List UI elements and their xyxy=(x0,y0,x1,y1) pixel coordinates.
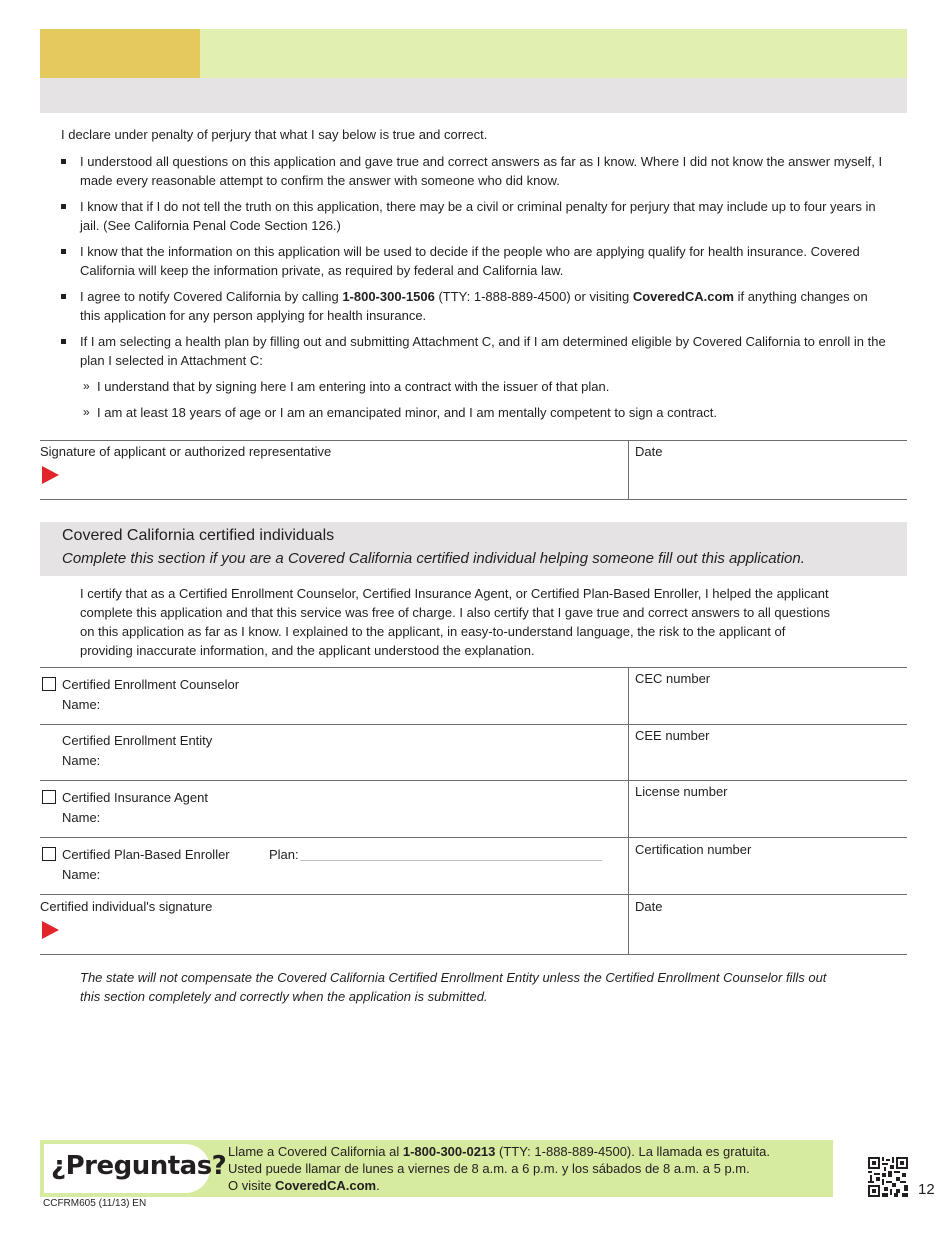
chevron-double-right-icon: » xyxy=(83,405,90,419)
entity-name-field[interactable] xyxy=(105,749,605,773)
certified-signature-field[interactable] xyxy=(40,915,628,953)
applicant-signature-label: Signature of applicant or authorized representative xyxy=(40,444,332,459)
agent-checkbox[interactable] xyxy=(42,790,56,804)
header-grey-band xyxy=(40,78,907,113)
website-link: CoveredCA.com xyxy=(632,289,734,304)
plan-field[interactable] xyxy=(300,860,602,861)
license-number-label: License number xyxy=(635,784,728,799)
applicant-date-label: Date xyxy=(635,444,663,459)
declaration-list xyxy=(61,152,891,429)
chevron-double-right-icon: » xyxy=(83,379,90,393)
list-item: I understood all questions on this application and gave true and correct answers as far as I know. Where I did not know the answer myself, I made every reasonable attempt to confirm the answer with someone who did know. xyxy=(61,152,891,190)
counselor-label: Certified Enrollment Counselor xyxy=(62,677,240,692)
counselor-name-label: Name: xyxy=(62,697,101,712)
footer-website-link: CoveredCA.com xyxy=(274,1178,377,1193)
divider xyxy=(40,837,907,838)
bullet-square-icon xyxy=(61,159,66,164)
footer-phone-number: 1-800-300-0213 xyxy=(402,1144,496,1159)
certified-section-title: Covered California certified individuals xyxy=(62,527,335,544)
declaration-intro: I declare under penalty of perjury that what I say below is true and correct. xyxy=(61,127,488,142)
certification-number-label: Certification number xyxy=(635,842,752,857)
certified-section-subtitle: Complete this section if you are a Covered California certified individual helping someone fill out this application. xyxy=(62,550,805,567)
enroller-name-field[interactable] xyxy=(105,864,605,888)
divider xyxy=(40,499,907,500)
bullet-square-icon xyxy=(61,249,66,254)
entity-name-label: Name: xyxy=(62,753,101,768)
page-number: 12 xyxy=(918,1181,935,1198)
header-green-band xyxy=(200,29,907,78)
certification-number-field[interactable] xyxy=(629,859,907,893)
bullet-square-icon xyxy=(61,339,66,344)
list-item: I know that the information on this application will be used to decide if the people who are applying qualify for health insurance. Covered California will keep the information private, as required by federal and California law. xyxy=(61,242,891,280)
divider xyxy=(40,780,907,781)
form-id: CCFRM605 (11/13) EN xyxy=(43,1198,147,1209)
header-gold-block xyxy=(40,29,200,78)
cee-number-label: CEE number xyxy=(635,728,710,743)
compensation-note: The state will not compensate the Covered California Certified Enrollment Entity unless the Certified Enrollment Counselor fills out this section completely and correctly when the application is submitted. xyxy=(80,970,827,1004)
divider xyxy=(40,954,907,955)
bullet-square-icon xyxy=(61,294,66,299)
sub-list-item: » I am at least 18 years of age or I am an emancipated minor, and I am mentally competent to sign a contract. xyxy=(83,405,717,420)
plan-label: Plan: xyxy=(269,847,299,862)
certified-signature-label: Certified individual's signature xyxy=(40,899,213,914)
qr-code-icon xyxy=(868,1157,908,1197)
divider xyxy=(40,724,907,725)
counselor-name-field[interactable] xyxy=(105,693,605,717)
applicant-date-field[interactable] xyxy=(629,460,907,499)
enroller-label: Certified Plan-Based Enroller xyxy=(62,847,230,862)
divider xyxy=(40,667,907,668)
agent-label: Certified Insurance Agent xyxy=(62,790,208,805)
preguntas-heading: ¿Preguntas? xyxy=(51,1151,227,1181)
certified-date-label: Date xyxy=(635,899,663,914)
bullet-square-icon xyxy=(61,204,66,209)
divider xyxy=(40,440,907,441)
list-item: I know that if I do not tell the truth on this application, there may be a civil or criminal penalty for perjury that may include up to four years in jail. (See California Penal Code Section 126.) xyxy=(61,197,891,235)
list-item: I agree to notify Covered California by calling 1-800-300-1506 (TTY: 1-888-889-4500) or visiting CoveredCA.com if anything changes on this application for any person applying for health insurance. xyxy=(61,287,891,325)
agent-name-label: Name: xyxy=(62,810,101,825)
entity-label: Certified Enrollment Entity xyxy=(62,733,213,748)
sub-list-item: » I understand that by signing here I am entering into a contract with the issuer of that plan. xyxy=(83,379,610,394)
cee-number-field[interactable] xyxy=(629,745,907,779)
certification-statement: I certify that as a Certified Enrollment Counselor, Certified Insurance Agent, or Certified Plan-Based Enroller, I helped the applicant complete this application and that this service was free of charge. I also certify that I gave true and correct answers to all questions on this application as far as I know. I explained to the applicant, in easy-to-understand language, the risk to the applicant of providing inaccurate information, and the applicant understood the explanation. xyxy=(80,586,831,658)
footer-contact-text: Llame a Covered California al 1-800-300-0213 (TTY: 1-888-889-4500). La llamada es gratuita. Usted puede llamar de lunes a viernes de 8 a.m. a 6 p.m. y los sábados de 8 a.m. a 5 p.m. O visite CoveredCA.com. xyxy=(228,1144,770,1193)
cec-number-label: CEC number xyxy=(635,671,711,686)
list-item: If I am selecting a health plan by filling out and submitting Attachment C, and if I am determined eligible by Covered California to enroll in the plan I selected in Attachment C: xyxy=(61,332,891,370)
certified-date-field[interactable] xyxy=(629,915,907,953)
cec-number-field[interactable] xyxy=(629,688,907,723)
enroller-name-label: Name: xyxy=(62,867,101,882)
license-number-field[interactable] xyxy=(629,801,907,836)
phone-number: 1-800-300-1506 xyxy=(342,289,435,304)
agent-name-field[interactable] xyxy=(105,806,605,830)
enroller-checkbox[interactable] xyxy=(42,847,56,861)
applicant-signature-field[interactable] xyxy=(40,460,628,499)
counselor-checkbox[interactable] xyxy=(42,677,56,691)
divider xyxy=(40,894,907,895)
